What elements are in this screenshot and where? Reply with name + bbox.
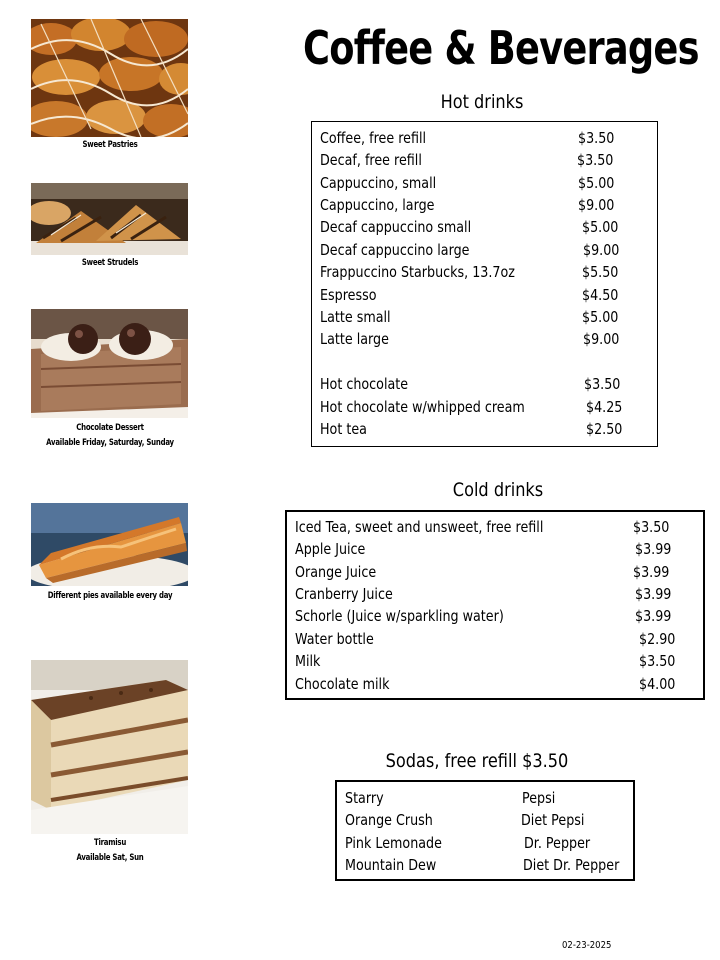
menu-item <box>320 306 657 328</box>
soda-name: Diet Pepsi <box>521 811 585 829</box>
item-price: $3.50 <box>584 375 621 393</box>
menu-item <box>320 216 657 238</box>
item-price: $3.99 <box>635 607 672 625</box>
item-name: Cappuccino, small <box>320 174 437 192</box>
menu-item <box>320 127 657 149</box>
photo-sweet-pastries <box>31 19 188 137</box>
item-name: Chocolate milk <box>295 675 390 693</box>
item-price: $2.90 <box>639 630 676 648</box>
item-name: Schorle (Juice w/sparkling water) <box>295 607 504 625</box>
item-price: $5.00 <box>582 308 619 326</box>
caption-line: Different pies available every day <box>47 591 173 601</box>
item-name: Decaf, free refill <box>320 151 422 169</box>
soda-name: Dr. Pepper <box>524 834 591 852</box>
soda-name: Orange Crush <box>345 811 433 829</box>
item-price: $3.99 <box>633 563 670 581</box>
caption-line: Available Friday, Saturday, Sunday <box>46 438 174 448</box>
hot-drinks-title: Hot drinks <box>440 91 524 113</box>
menu-item <box>295 650 703 672</box>
item-price: $3.50 <box>639 652 676 670</box>
soda-row <box>345 854 633 876</box>
item-price: $3.50 <box>633 518 670 536</box>
item-name: Cranberry Juice <box>295 585 393 603</box>
caption-line: Tiramisu <box>93 838 127 848</box>
menu-item <box>295 538 703 560</box>
pie-image <box>31 503 188 586</box>
tiramisu-image <box>31 660 188 834</box>
item-price: $3.50 <box>577 151 614 169</box>
item-name: Latte small <box>320 308 391 326</box>
menu-item <box>295 628 703 650</box>
hot-drinks-box <box>311 121 658 447</box>
menu-item <box>320 194 657 216</box>
item-name: Decaf cappuccino small <box>320 218 472 236</box>
soda-row <box>345 832 633 854</box>
menu-item <box>320 418 657 440</box>
item-price: $4.50 <box>582 286 619 304</box>
caption-line: Chocolate Dessert <box>76 423 144 433</box>
photo-pie <box>31 503 188 586</box>
menu-item <box>320 396 657 418</box>
item-name: Frappuccino Starbucks, 13.7oz <box>320 263 515 281</box>
caption-sweet-strudels <box>36 256 184 271</box>
pastries-image <box>31 19 188 137</box>
item-name: Iced Tea, sweet and unsweet, free refill <box>295 518 544 536</box>
menu-item <box>295 561 703 583</box>
menu-item <box>295 673 703 695</box>
item-price: $9.00 <box>583 330 620 348</box>
sodas-title: Sodas, free refill $3.50 <box>385 750 569 772</box>
item-name: Coffee, free refill <box>320 129 427 147</box>
chocolate-dessert-image <box>31 309 188 418</box>
soda-name: Pink Lemonade <box>345 834 442 852</box>
soda-name: Pepsi <box>522 789 556 807</box>
caption-tiramisu <box>36 836 184 866</box>
item-name: Latte large <box>320 330 389 348</box>
photo-tiramisu <box>31 660 188 834</box>
photo-sweet-strudels <box>31 183 188 255</box>
menu-item <box>295 516 703 538</box>
item-name: Cappuccino, large <box>320 196 435 214</box>
soda-name: Mountain Dew <box>345 856 437 874</box>
soda-name: Starry <box>345 789 384 807</box>
item-name: Hot tea <box>320 420 367 438</box>
item-price: $2.50 <box>586 420 623 438</box>
menu-item <box>295 605 703 627</box>
item-price: $5.00 <box>578 174 615 192</box>
caption-sweet-pastries <box>36 138 184 153</box>
item-name: Milk <box>295 652 321 670</box>
menu-item <box>320 284 657 306</box>
photo-chocolate-dessert <box>31 309 188 418</box>
item-price: $4.25 <box>586 398 623 416</box>
caption-line: Sweet Strudels <box>81 258 139 268</box>
menu-item <box>320 239 657 261</box>
cold-drinks-title: Cold drinks <box>452 479 544 501</box>
item-name: Decaf cappuccino large <box>320 241 470 259</box>
item-name: Hot chocolate w/whipped cream <box>320 398 525 416</box>
item-price: $9.00 <box>578 196 615 214</box>
menu-item <box>320 373 657 395</box>
soda-name: Diet Dr. Pepper <box>523 856 620 874</box>
menu-item <box>320 149 657 171</box>
item-name: Orange Juice <box>295 563 377 581</box>
item-price: $9.00 <box>583 241 620 259</box>
item-name: Water bottle <box>295 630 374 648</box>
caption-pie <box>36 589 184 604</box>
strudels-image <box>31 183 188 255</box>
item-price: $3.99 <box>635 540 672 558</box>
caption-line: Available Sat, Sun <box>76 853 144 863</box>
menu-item <box>295 583 703 605</box>
item-name: Espresso <box>320 286 377 304</box>
item-name: Apple Juice <box>295 540 366 558</box>
soda-row <box>345 787 633 809</box>
item-price: $5.50 <box>582 263 619 281</box>
caption-line: Sweet Pastries <box>82 140 138 150</box>
menu-item <box>320 328 657 350</box>
sodas-box <box>335 780 635 881</box>
soda-row <box>345 809 633 831</box>
menu-item <box>320 172 657 194</box>
item-price: $4.00 <box>639 675 676 693</box>
page-title: Coffee & Beverages <box>303 21 699 75</box>
date-stamp: 02-23-2025 <box>562 940 612 951</box>
item-name: Hot chocolate <box>320 375 409 393</box>
menu-item <box>320 261 657 283</box>
caption-chocolate-dessert <box>36 421 184 451</box>
item-price: $3.50 <box>578 129 615 147</box>
item-price: $3.99 <box>635 585 672 603</box>
item-price: $5.00 <box>582 218 619 236</box>
cold-drinks-box <box>285 510 705 700</box>
